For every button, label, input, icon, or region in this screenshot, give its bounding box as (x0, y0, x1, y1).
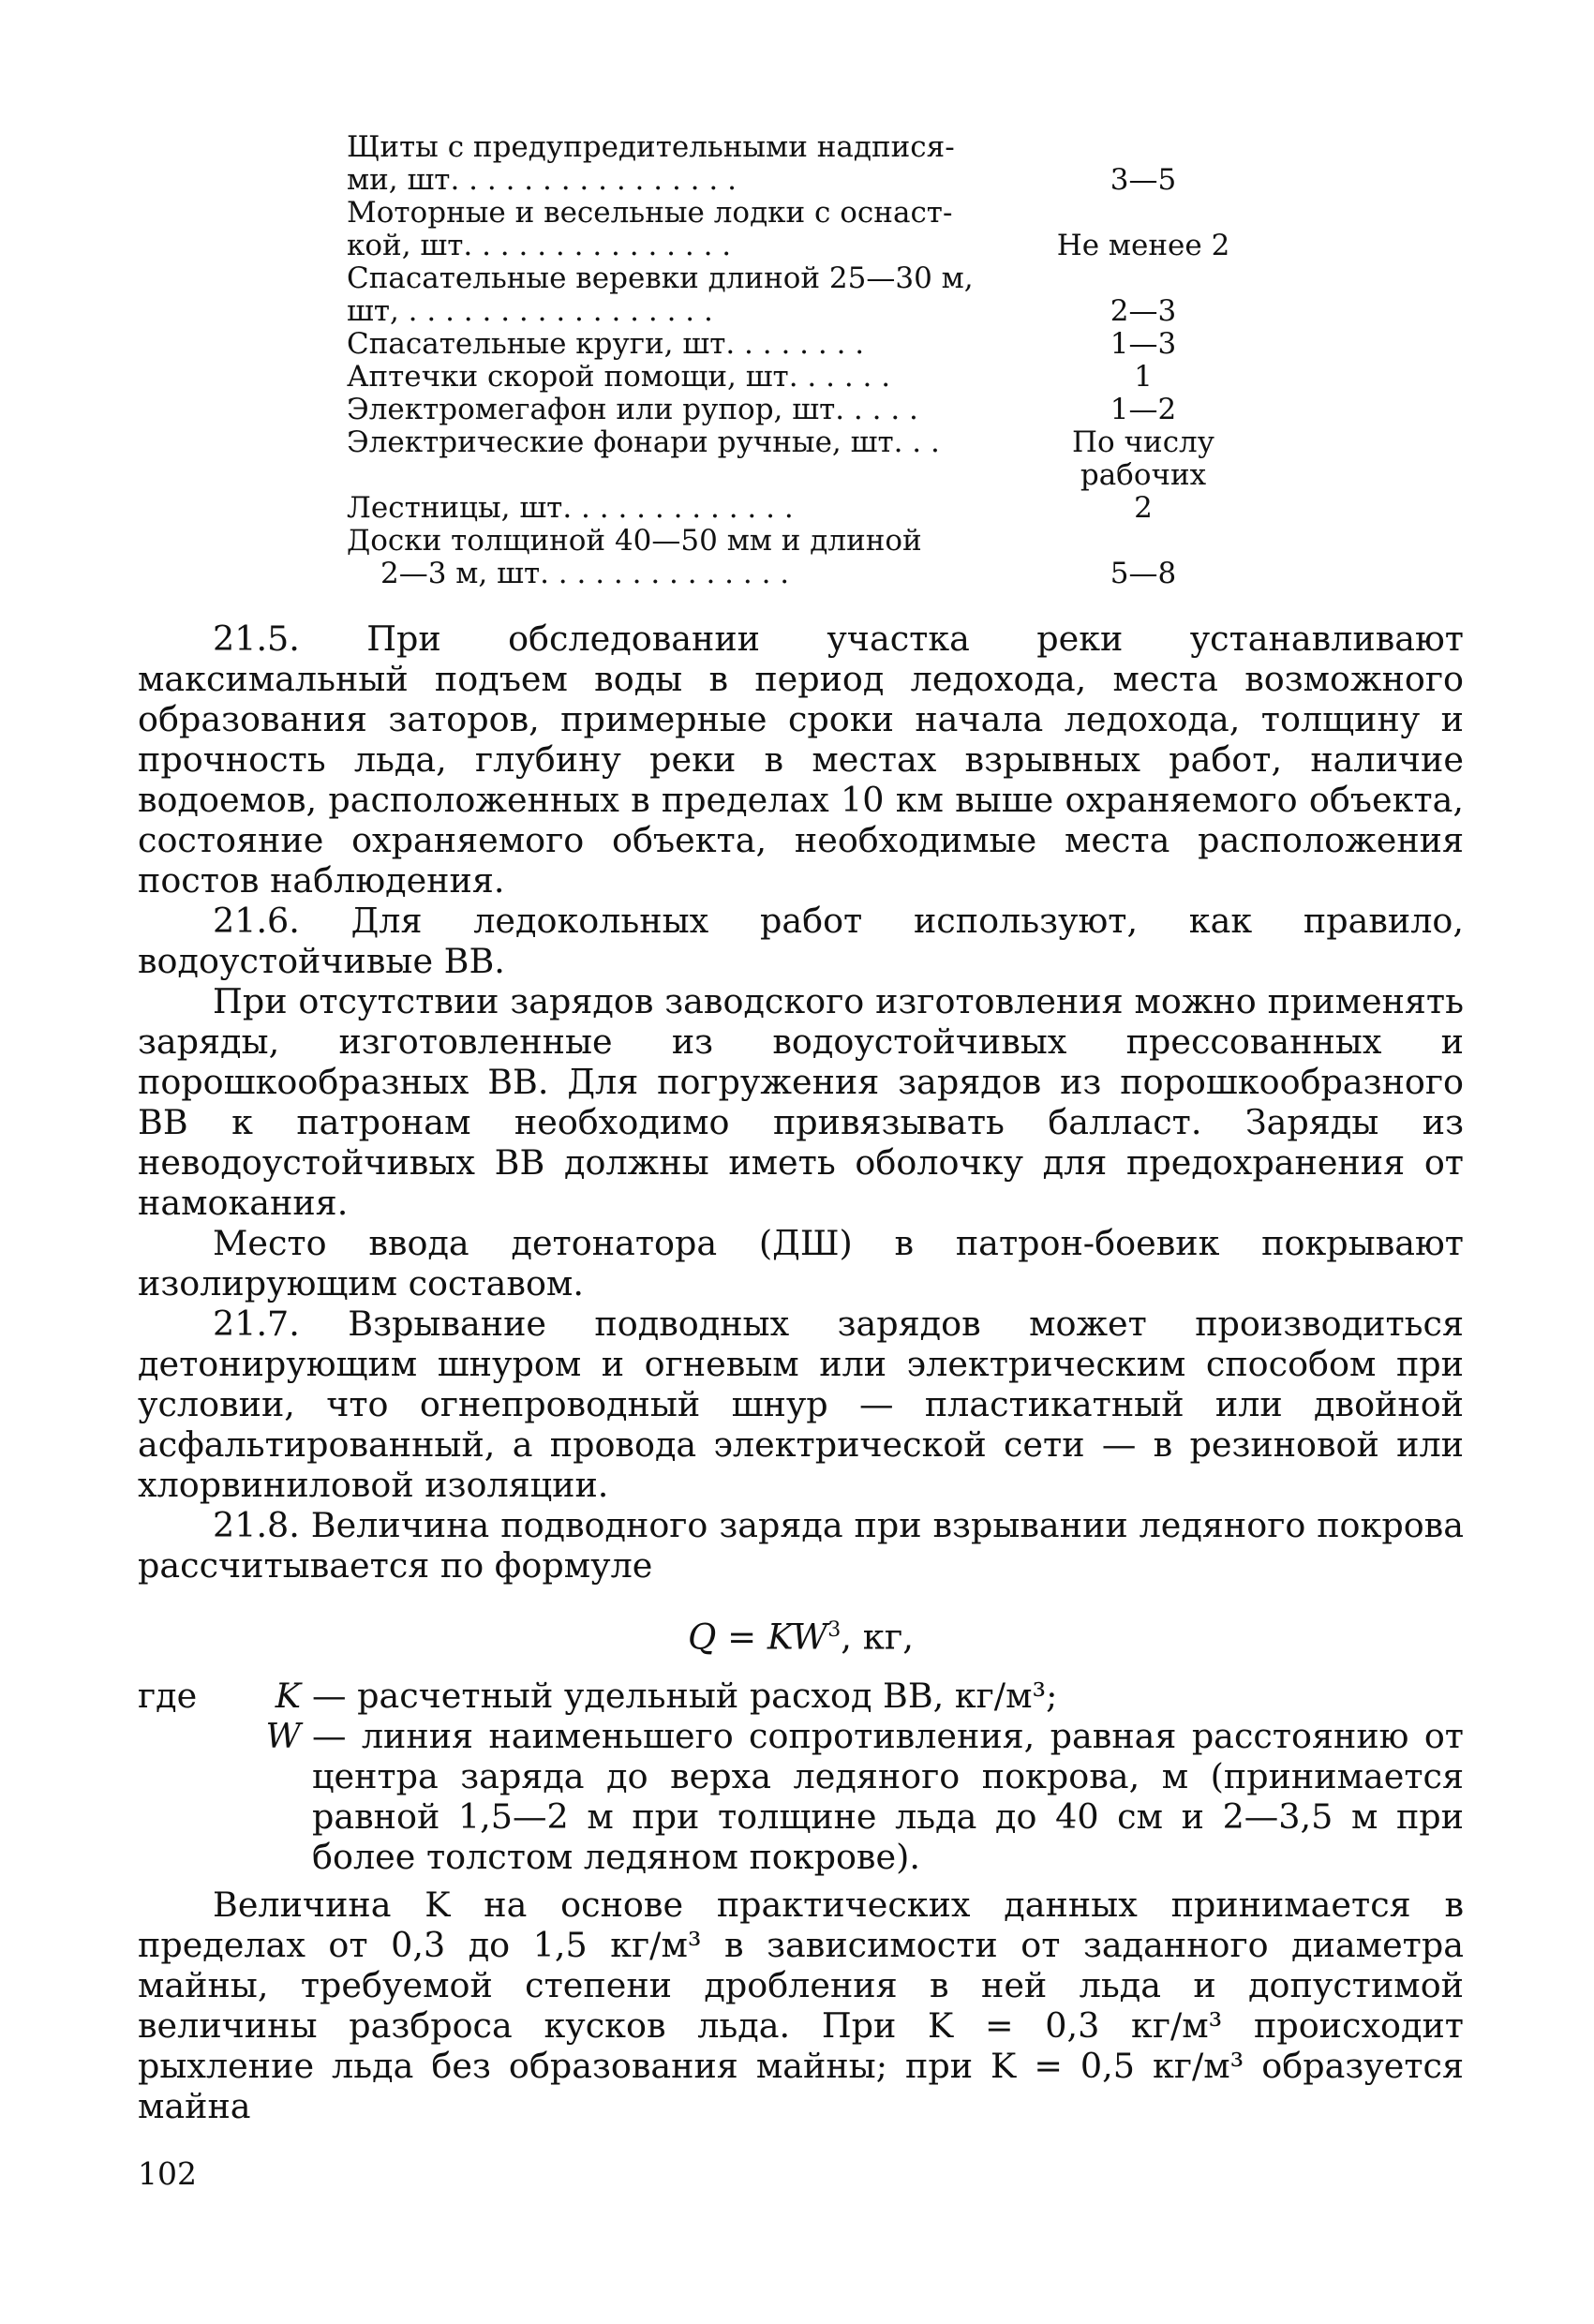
equipment-name: Лестницы, шт. . . . . . . . . . . . . (347, 491, 794, 525)
equipment-item (347, 394, 1256, 426)
paragraph-21-6-detonator: Место ввода детонатора (ДШ) в патрон-боевик покрывают изолирующим составом. (138, 1223, 1464, 1304)
equipment-item (347, 525, 1256, 590)
body-text (138, 618, 1464, 2126)
formula-unit: , кг, (841, 1616, 915, 1658)
equipment-item (347, 197, 1256, 262)
page-number: 102 (138, 2155, 197, 2192)
equipment-list (347, 131, 1256, 590)
definition-row (138, 1716, 1464, 1877)
paragraph-k-value: Величина K на основе практических данных принимается в пределах от 0,3 до 1,5 кг/м³ в зависимости от заданного диаметра майны, требуемой степени дробления в ней льда и допустимой величины разброса кусков льда. При K = 0,3 кг/м³ происходит рыхление льда без образования майны; при K = 0,5 кг/м³ образуется майна (138, 1885, 1464, 2127)
equipment-name: Спасательные веревки длиной 25—30 м, (347, 261, 974, 295)
equipment-quantity: 2—3 (1110, 294, 1177, 328)
equipment-name: Доски толщиной 40—50 мм и длиной (347, 524, 922, 558)
equipment-name: Спасательные круги, шт. . . . . . . . (347, 327, 865, 361)
equipment-name-cont: 2—3 м, шт. . . . . . . . . . . . . . (380, 557, 790, 590)
equipment-quantity: 3—5 (1110, 163, 1177, 197)
formula-definitions (138, 1676, 1464, 1877)
definition-symbol: K (275, 1676, 301, 1717)
equipment-item (347, 426, 1256, 492)
equipment-quantity: 1—2 (1110, 393, 1177, 426)
definition-row (138, 1676, 1464, 1716)
definition-lead (138, 1716, 230, 1877)
equipment-name-cont: ми, шт. . . . . . . . . . . . . . . . (347, 163, 737, 197)
equipment-name: Электрические фонари ручные, шт. . . (347, 425, 940, 459)
formula-power: 3 (827, 1618, 842, 1642)
paragraph-21-5: 21.5. При обследовании участка реки устанавливают максимальный подъем воды в период ледохода, места возможного образования заторов, примерные сроки начала ледохода, толщину и прочность льда, глубину реки в местах взрывных работ, наличие водоемов, расположенных в пределах 10 км выше охраняемого объекта, состояние охраняемого объекта, необходимые места расположения постов наблюдения. (138, 618, 1464, 901)
equipment-quantity: По числу рабочих (1071, 425, 1214, 492)
equipment-item (347, 131, 1256, 197)
paragraph-21-8: 21.8. Величина подводного заряда при взрывании ледяного покрова рассчитывается по формуле (138, 1505, 1464, 1586)
equipment-quantity: 5—8 (1110, 557, 1177, 590)
equipment-item (347, 328, 1256, 361)
equipment-name: Моторные и весельные лодки с оснаст- (347, 196, 953, 230)
definition-text: — расчетный удельный расход ВВ, кг/м³; (312, 1676, 1058, 1717)
definition-lead: где (138, 1676, 198, 1717)
formula-equals: = (727, 1616, 757, 1658)
definition-symbol: W (265, 1716, 301, 1757)
equipment-name-cont: шт, . . . . . . . . . . . . . . . . . (347, 294, 713, 328)
equipment-item (347, 492, 1256, 525)
paragraph-21-7: 21.7. Взрывание подводных зарядов может производиться детонирующим шнуром и огневым или электрическим способом при условии, что огнепроводный шнур — пластикатный или двойной асфальтированный, а провода электрической сети — в резиновой или хлорвиниловой изоляции. (138, 1304, 1464, 1505)
equipment-quantity: 1—3 (1110, 327, 1177, 361)
charge-formula (138, 1610, 1464, 1657)
equipment-name: Аптечки скорой помощи, шт. . . . . . (347, 360, 891, 394)
paragraph-21-6-charges: При отсутствии зарядов заводского изготовления можно применять заряды, изготовленные из водоустойчивых прессованных и порошкообразных ВВ. Для погружения зарядов из порошкообразного ВВ к патронам необходимо привязывать балласт. Заряды из неводоустойчивых ВВ должны иметь оболочку для предохранения от намокания. (138, 981, 1464, 1223)
formula-lhs: Q (687, 1616, 717, 1658)
formula-rhs: KW (767, 1616, 828, 1658)
equipment-name: Электромегафон или рупор, шт. . . . . (347, 393, 918, 426)
equipment-quantity: Не менее 2 (1056, 229, 1230, 262)
equipment-quantity: 2 (1134, 491, 1153, 525)
equipment-name: Щиты с предупредительными надпися- (347, 130, 955, 164)
equipment-name-cont: кой, шт. . . . . . . . . . . . . . . (347, 229, 732, 262)
definition-text: — линия наименьшего сопротивления, равная расстоянию от центра заряда до верха ледяного покрова, м (принимается равной 1,5—2 м при толщине льда до 40 см и 2—3,5 м при более толстом ледяном покрове). (312, 1716, 1464, 1878)
equipment-quantity: 1 (1134, 360, 1153, 394)
equipment-item (347, 262, 1256, 328)
equipment-item (347, 361, 1256, 394)
paragraph-21-6: 21.6. Для ледокольных работ используют, как правило, водоустойчивые ВВ. (138, 901, 1464, 981)
